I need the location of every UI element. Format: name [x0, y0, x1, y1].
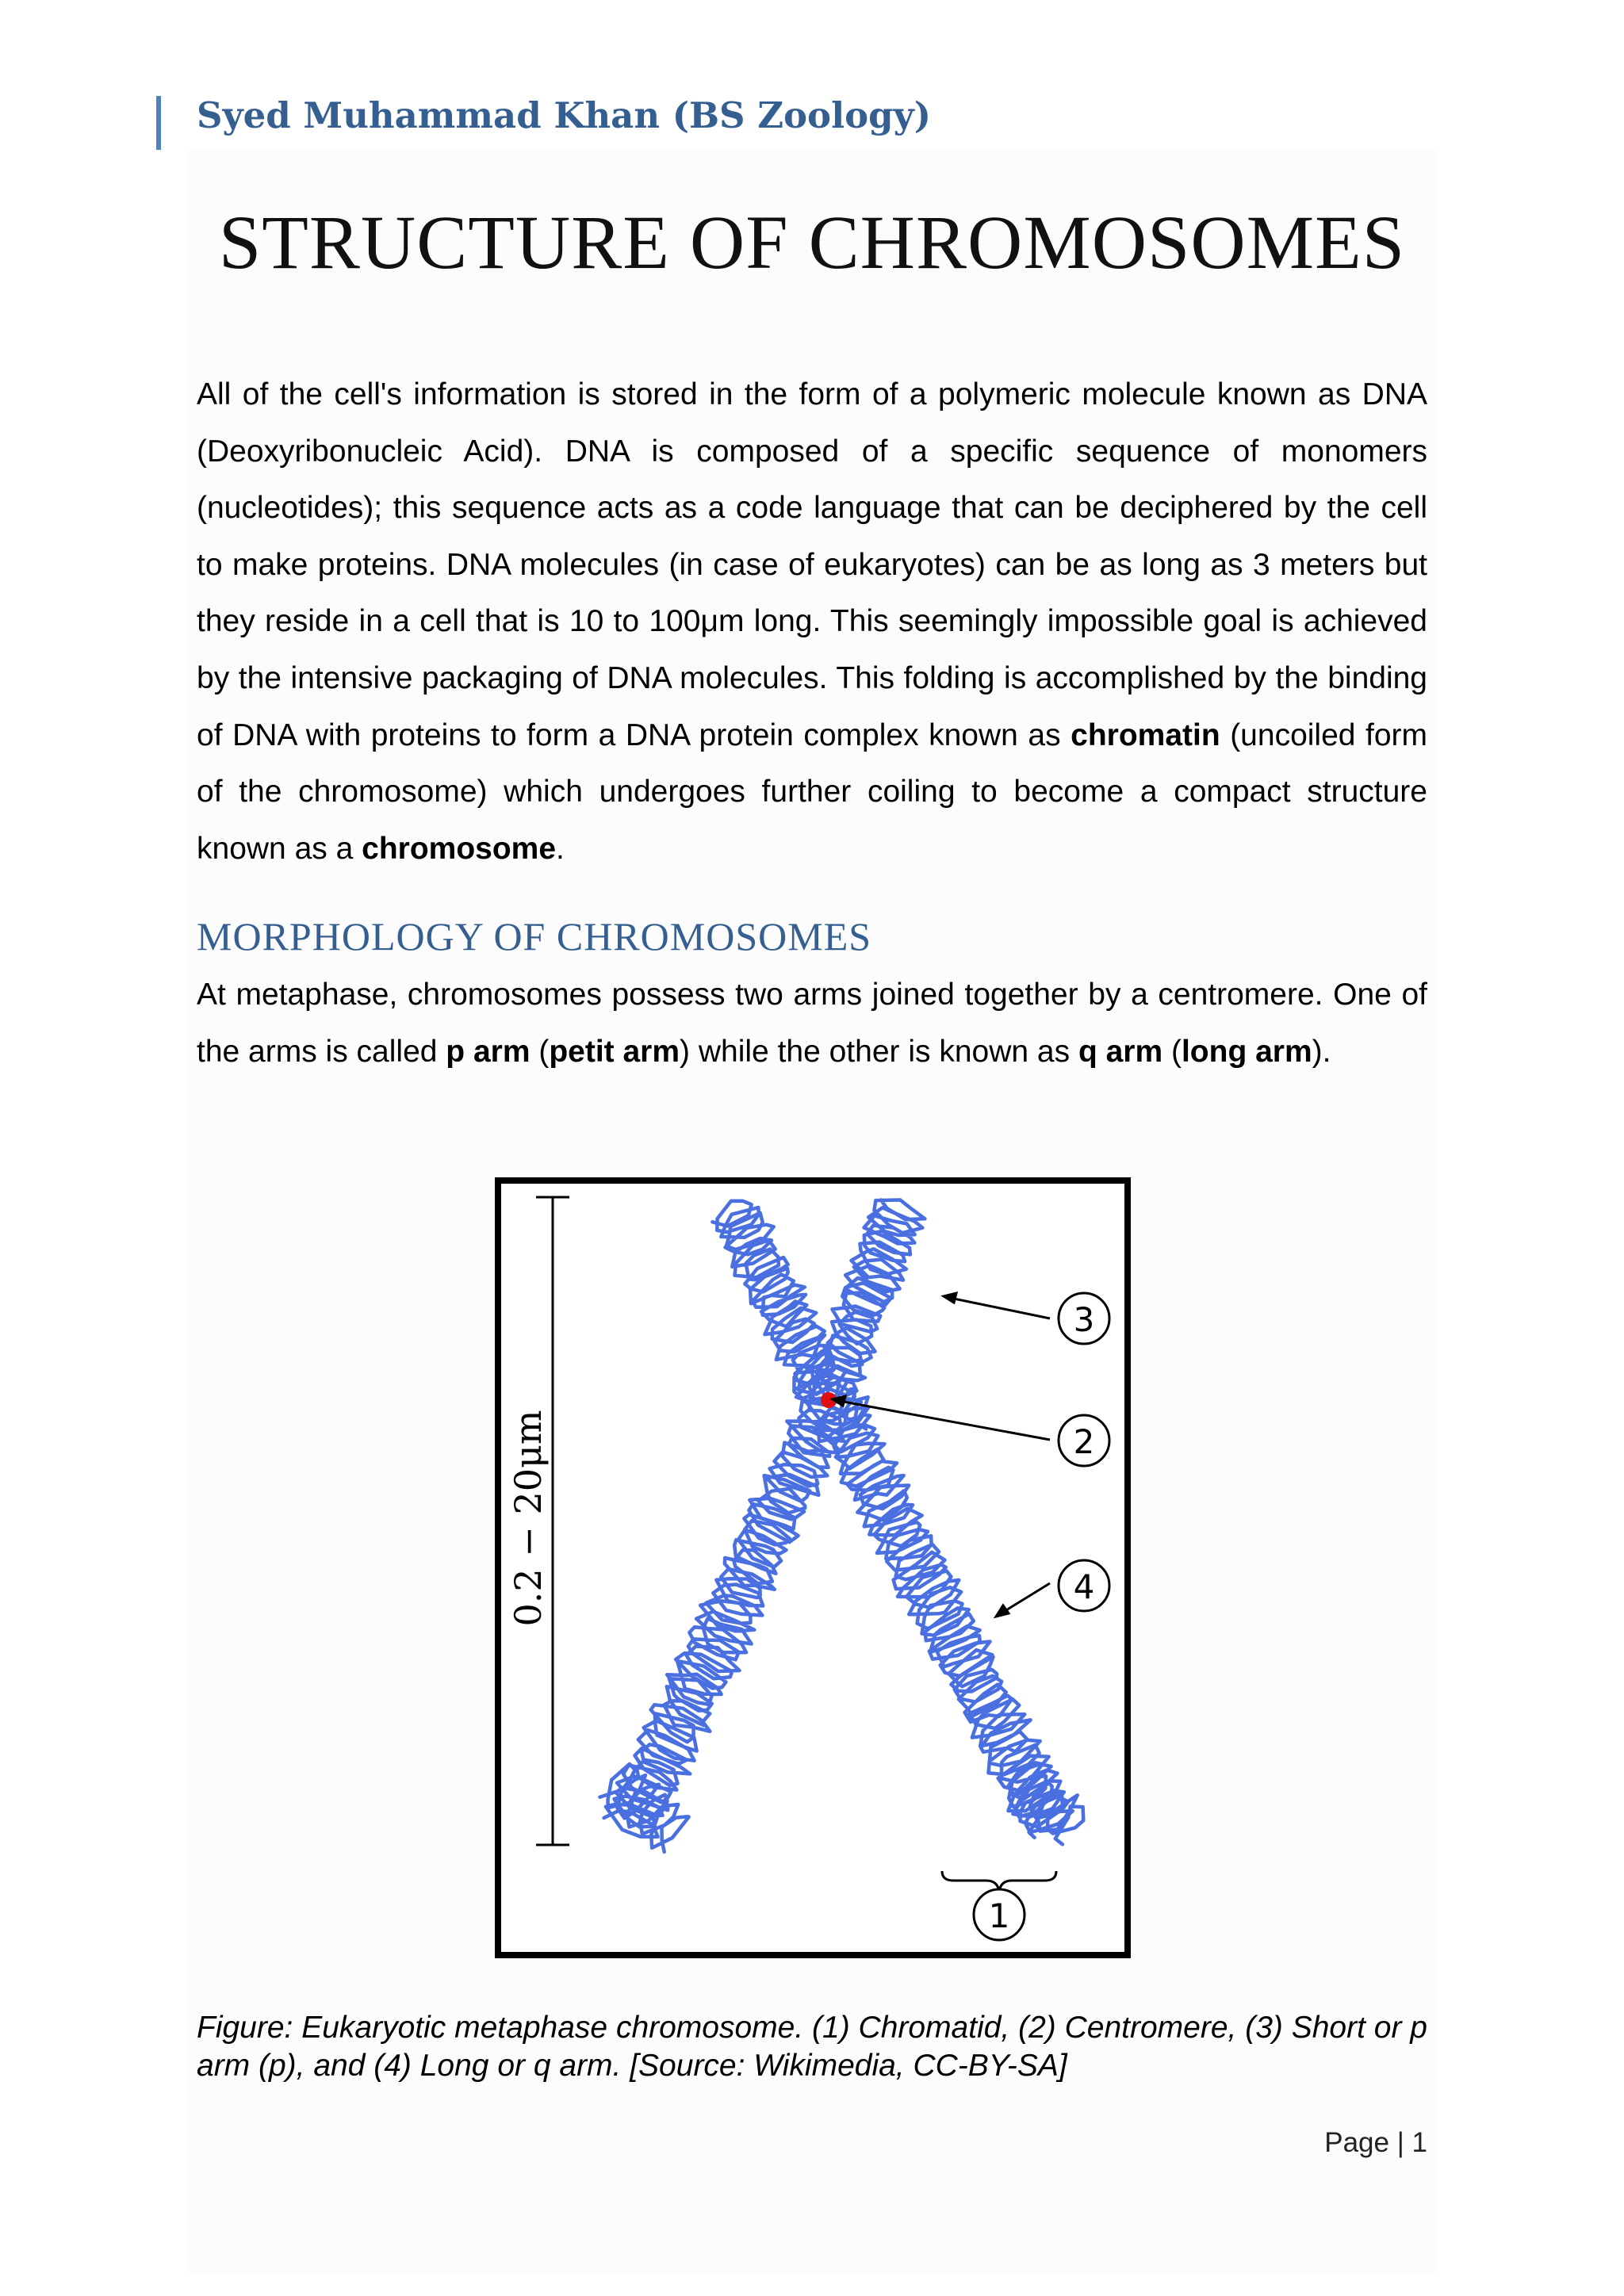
marker-1 — [974, 1889, 1025, 1940]
term-petit-arm: petit arm — [549, 1034, 680, 1069]
header-author: Syed Muhammad Khan (BS Zoology) — [197, 94, 932, 136]
scale-label: 0.2 − 20μm — [507, 1410, 550, 1627]
figure-caption: Figure: Eukaryotic metaphase chromosome. (1) Chromatid, (2) Centromere, (3) Short or p arm (p), and (4) Long or q arm. [Source: Wikimedia, CC-BY-SA] — [197, 2011, 1427, 2083]
svg-text:2: 2 — [1073, 1422, 1095, 1461]
marker-4 — [1059, 1560, 1109, 1611]
svg-text:3: 3 — [1073, 1300, 1095, 1339]
page-title: STRUCTURE OF CHROMOSOMES — [218, 200, 1406, 285]
term-chromosome: chromosome — [362, 831, 557, 866]
svg-text:1: 1 — [988, 1896, 1010, 1935]
term-p-arm: p arm — [446, 1034, 530, 1069]
morphology-paragraph: At metaphase, chromosomes possess two arms joined together by a centromere. One of the arms is called p arm (petit arm) while the other is known as q arm (long arm). — [197, 978, 1427, 1069]
term-q-arm: q arm — [1078, 1034, 1163, 1069]
term-chromatin: chromatin — [1071, 718, 1220, 752]
term-long-arm: long arm — [1181, 1034, 1312, 1069]
intro-paragraph: All of the cell's information is stored in the form of a polymeric molecule known as DNA (Deoxyribonucleic Acid). DNA is composed of a specific sequence of monomers (nucleotides); this sequence acts as a code language that can be deciphered by the cell to make proteins. DNA molecules (in case of eukaryotes) can be as long as 3 meters but they reside in a cell that is 10 to 100μm long. This seemingly impossible goal is achieved by the intensive packaging of DNA molecules. This folding is accomplished by the binding of DNA with proteins to form a DNA protein complex known as chromatin (uncoiled form of the chromosome) which undergoes further coiling to become a compact structure known as a chromosome. — [197, 377, 1428, 866]
marker-2 — [1059, 1415, 1109, 1466]
page-number: Page | 1 — [1324, 2127, 1427, 2158]
section-heading: MORPHOLOGY OF CHROMOSOMES — [197, 914, 872, 959]
marker-3 — [1059, 1293, 1109, 1344]
svg-text:4: 4 — [1073, 1567, 1095, 1606]
figure-frame — [498, 1181, 1128, 1955]
chromosome-figure — [495, 1177, 1131, 1958]
header-accent-bar — [156, 96, 161, 150]
